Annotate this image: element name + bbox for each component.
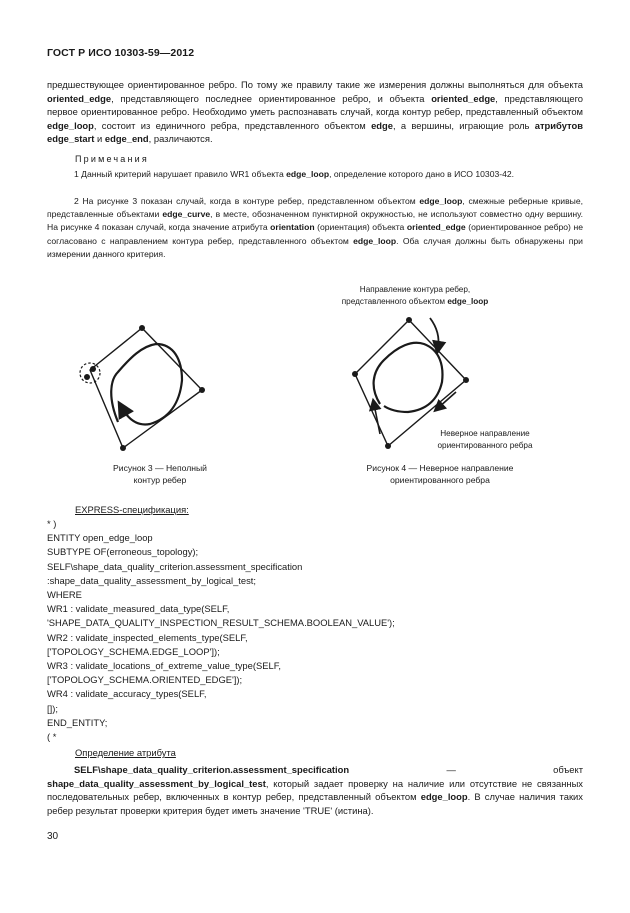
term-edge: edge bbox=[371, 119, 393, 131]
text-fragment: . Оба случая должны быть обнаружены при измерении данного критерия. bbox=[47, 235, 583, 259]
document-header: ГОСТ Р ИСО 10303-59—2012 bbox=[47, 47, 195, 59]
term-oriented-edge: oriented_edge bbox=[431, 92, 496, 104]
note-1 bbox=[47, 168, 583, 181]
term-edge-loop: edge_loop bbox=[47, 119, 94, 131]
term-oriented-edge: oriented_edge bbox=[406, 222, 466, 233]
dashed-circle-marker bbox=[80, 363, 100, 383]
caption-line: контур ребер bbox=[133, 475, 187, 486]
vertex bbox=[352, 371, 358, 377]
text-fragment: (ориентация) объекта bbox=[314, 222, 407, 233]
note-2 bbox=[47, 195, 583, 261]
term-edge-curve: edge_curve bbox=[162, 209, 211, 220]
text-fragment: , смежные реберные кривые, представленные объектами bbox=[47, 196, 583, 220]
vertex bbox=[120, 445, 126, 451]
label-line: ориентированного ребра bbox=[437, 440, 533, 450]
text-fragment: и bbox=[94, 133, 105, 145]
figure-4-caption bbox=[330, 462, 550, 487]
text-fragment: 1 Данный критерий нарушает правило WR1 объекта bbox=[74, 169, 287, 179]
label-line: Неверное направление bbox=[440, 429, 530, 438]
text-fragment: , состоит из единичного ребра, представленного объектом bbox=[93, 119, 372, 131]
text-fragment: , представляющего последнее ориентированное ребро, и объекта bbox=[111, 92, 432, 104]
vertex bbox=[90, 366, 96, 372]
figure-4-bottom-label bbox=[420, 428, 550, 451]
vertex bbox=[84, 374, 90, 380]
text-fragment: (ориентированное ребро) не согласовано с направлением контура ребер, представленного объектом bbox=[47, 222, 584, 246]
figure-3-caption bbox=[60, 462, 260, 487]
page-number: 30 bbox=[47, 831, 59, 842]
text-fragment: — объект bbox=[349, 764, 583, 775]
vertex bbox=[385, 443, 391, 449]
attribute-definition-title: Определение атрибута bbox=[75, 747, 176, 758]
term-edge-loop: edge_loop bbox=[420, 791, 468, 803]
attribute-definition-paragraph bbox=[47, 763, 583, 817]
label-line bbox=[300, 296, 530, 308]
text-fragment: , а вершины, играющие роль bbox=[392, 119, 535, 131]
caption-line: Рисунок 3 — Неполный bbox=[113, 463, 207, 473]
express-code-block: * ) ENTITY open_edge_loop SUBTYPE OF(erroneous_topology); SELF\shape_data_quality_criterion.assessment_specification :shape_data_quality_assessment_by_logical_test; WHERE WR1 : validate_measured_data_type(SELF, 'SHAPE_DATA_QUALITY_INSPECTION_RESULT_SCHEMA.BOOLEAN_VALUE'); WR2 : validate_inspected_elements_type(SELF, ['TOPOLOGY_SCHEMA.EDGE_LOOP']); WR3 : validate_locations_of_extreme_value_type(SELF, ['TOPOLOGY_SCHEMA.ORIENTED_EDGE']); WR4 : validate_accuracy_types(SELF, []); END_ENTITY; ( * bbox=[47, 518, 395, 743]
text-fragment: , различаются. bbox=[148, 133, 213, 145]
label-line: Направление контура ребер, bbox=[359, 285, 471, 294]
caption-line: ориентированного ребра bbox=[390, 475, 490, 486]
figure-4-top-label bbox=[300, 284, 530, 307]
term-edge-end: edge_end bbox=[104, 133, 149, 145]
text-fragment: , определение которого дано в ИСО 10303-42. bbox=[329, 169, 515, 179]
term-assessment-specification: SELF\shape_data_quality_criterion.assessment_specification bbox=[74, 764, 350, 775]
loop-path bbox=[374, 343, 443, 412]
paragraph-1 bbox=[47, 78, 583, 146]
term-edge-loop: edge_loop bbox=[353, 235, 397, 246]
text-fragment: 2 На рисунке 3 показан случай, когда в контуре ребер, представленном объектом bbox=[74, 196, 420, 206]
term-edge-loop: edge_loop bbox=[286, 169, 330, 179]
term-edge-loop: edge_loop bbox=[447, 296, 489, 306]
wrong-orientation-arrow bbox=[438, 392, 456, 408]
text-fragment: . В случае наличия таких ребер результат проверки критерия будет иметь значение 'TRUE' (истина). bbox=[47, 791, 583, 816]
term-edge-start: атрибутов edge_start bbox=[47, 119, 583, 145]
term-oriented-edge: oriented_edge bbox=[47, 92, 112, 104]
vertex bbox=[406, 317, 412, 323]
text-fragment: , который задает проверку на наличие или отсутствие не связанных последовательных ребер, включенных в контур ребер, представленный объектом bbox=[47, 777, 583, 803]
text-fragment: , в месте, обозначенном пунктирной окружностью, не используют совместно одну вершину. На рисунке 4 показан случай, когда значение атрибута bbox=[47, 209, 583, 233]
term-orientation: orientation bbox=[270, 222, 315, 233]
caption-line: Рисунок 4 — Неверное направление bbox=[366, 463, 514, 473]
text-fragment: представленного объектом bbox=[341, 296, 448, 306]
text-fragment: предшествующее ориентированное ребро. По тому же правилу такие же измерения должны выполняться для объекта bbox=[47, 79, 583, 90]
text-fragment: , представляющего первое ориентированное ребро. Необходимо уметь распознавать случай, когда контур ребер, представленный объектом bbox=[47, 92, 583, 118]
notes-title: Примечания bbox=[75, 154, 149, 164]
vertex bbox=[463, 377, 469, 383]
vertex bbox=[199, 387, 205, 393]
term-edge-loop: edge_loop bbox=[419, 196, 463, 206]
figure-3-incomplete-loop bbox=[70, 310, 230, 460]
express-specification-title: EXPRESS-спецификация: bbox=[75, 504, 189, 515]
vertex bbox=[139, 325, 145, 331]
term-logical-test: shape_data_quality_assessment_by_logical_test bbox=[47, 777, 266, 789]
